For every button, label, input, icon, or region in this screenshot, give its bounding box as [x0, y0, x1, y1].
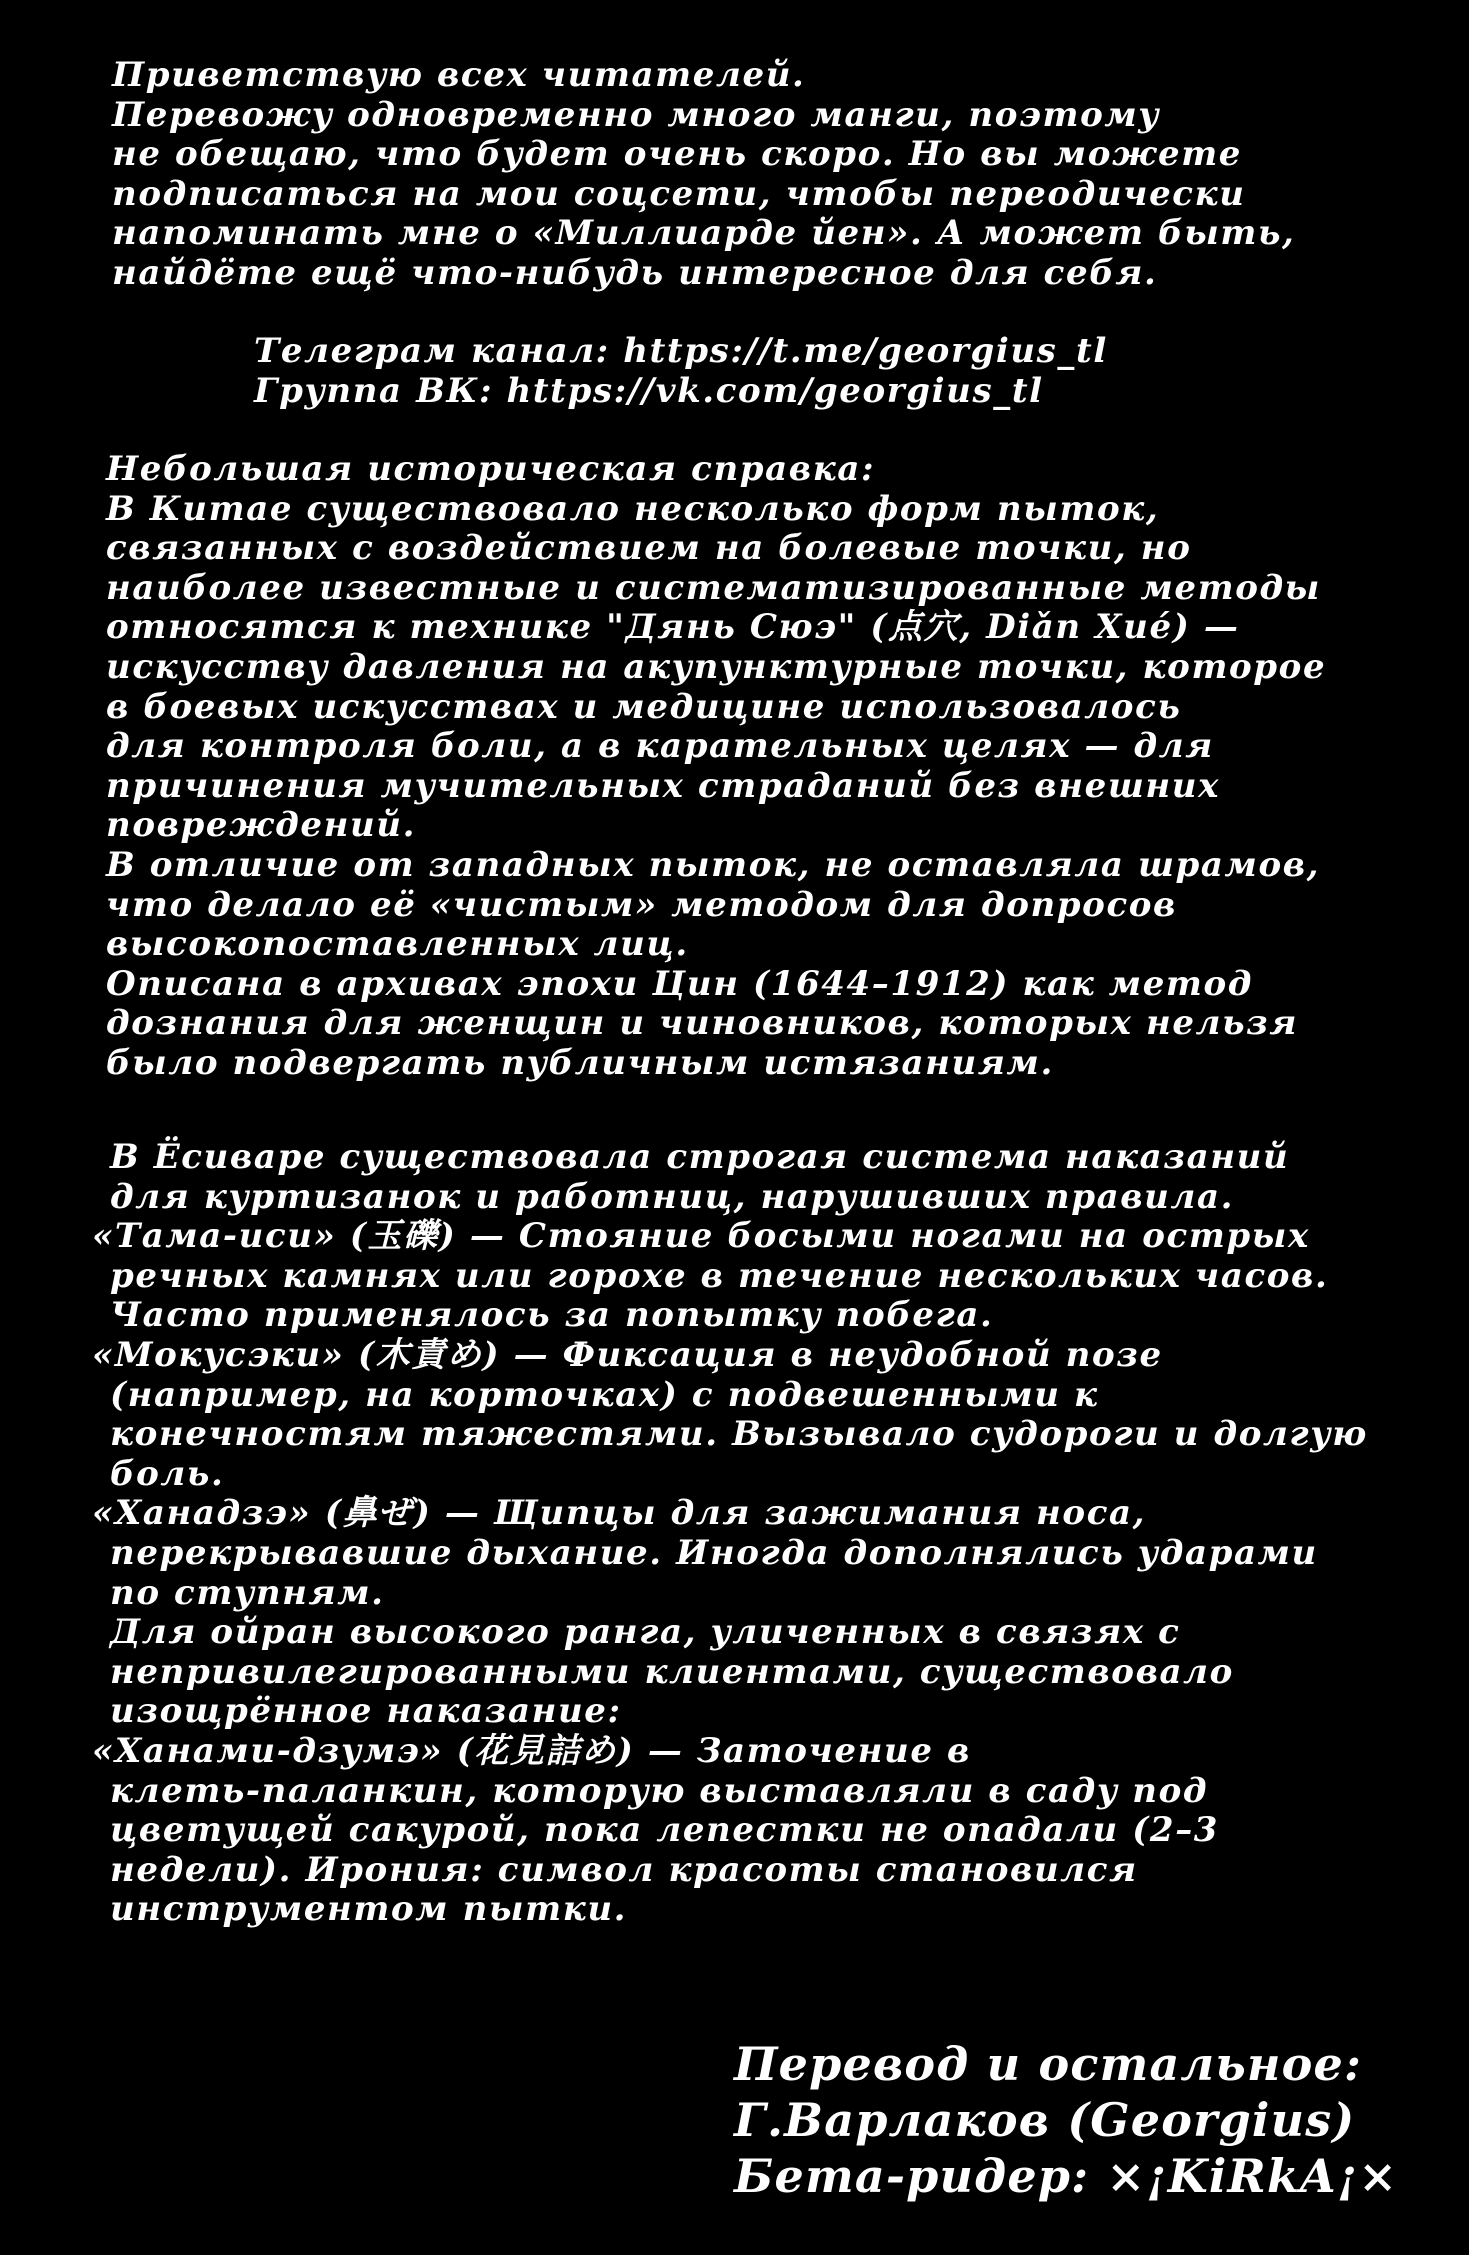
greeting-line: Приветствую всех читателей.	[112, 55, 806, 95]
greeting-paragraph	[112, 56, 1295, 294]
yoshiwara-line: по ступням.	[110, 1572, 385, 1613]
yoshiwara-line: боль.	[110, 1453, 225, 1494]
yoshiwara-line: речных камнях или горохе в течение нескольких часов.	[110, 1255, 1329, 1296]
yoshiwara-line: непривилегированными клиентами, существовало	[110, 1651, 1234, 1692]
history-line: Небольшая историческая справка:	[106, 449, 876, 489]
yoshiwara-line: «Тама-иси» (玉礫) — Стояние босыми ногами на острых	[92, 1216, 1310, 1257]
historical-note	[106, 450, 1326, 1084]
yoshiwara-line: клеть-паланкин, которую выставляли в саду под	[110, 1770, 1209, 1811]
history-line: что делало её «чистым» методом для допросов	[106, 884, 1177, 925]
history-line: В отличие от западных пыток, не оставляла шрамов,	[106, 844, 1321, 885]
yoshiwara-line: Для ойран высокого ранга, уличенных в связях с	[110, 1612, 1181, 1653]
history-line: дознания для женщин и чиновников, которых нельзя	[106, 1003, 1299, 1044]
history-line: в боевых искусствах и медицине использовалось	[106, 686, 1182, 727]
history-line: причинения мучительных страданий без внешних	[106, 765, 1220, 806]
yoshiwara-line: инструментом пытки.	[110, 1889, 628, 1930]
history-line: для контроля боли, а в карательных целях — для	[106, 726, 1214, 767]
telegram-channel-link[interactable]: Телеграм канал: https://t.me/georgius_tl	[254, 331, 1108, 371]
yoshiwara-line: «Ханами-дзумэ» (花見詰め) — Заточение в	[92, 1730, 971, 1771]
history-line: В Китае существовало несколько форм пыток,	[106, 488, 1160, 529]
history-line: повреждений.	[106, 805, 417, 846]
greeting-line: не обещаю, что будет очень скоро. Но вы можете	[112, 134, 1243, 175]
yoshiwara-line: недели). Ирония: символ красоты становился	[110, 1849, 1138, 1890]
vk-group-link[interactable]: Группа ВК: https://vk.com/georgius_tl	[254, 370, 1044, 411]
history-line: наиболее известные и систематизированные методы	[106, 567, 1321, 608]
greeting-line: Перевожу одновременно много манги, поэтому	[112, 94, 1161, 135]
history-line: связанных с воздействием на болевые точки, но	[106, 528, 1192, 569]
yoshiwara-line: «Ханадзэ» (鼻ぜ) — Щипцы для зажимания носа,	[92, 1493, 1147, 1534]
yoshiwara-line: В Ёсиваре существовала строгая система наказаний	[110, 1137, 1290, 1177]
greeting-line: подписаться на мои соцсети, чтобы переодически	[112, 173, 1246, 214]
yoshiwara-line: «Мокусэки» (木責め) — Фиксация в неудобной позе	[92, 1334, 1163, 1375]
beta-reader-credit: Бета-ридер: ×¡KiRkA¡×	[734, 2149, 1399, 2203]
greeting-line: напоминать мне о «Миллиарде йен». А может быть,	[112, 213, 1296, 254]
yoshiwara-line: для куртизанок и работниц, нарушивших правила.	[110, 1176, 1235, 1217]
yoshiwara-line: перекрывавшие дыхание. Иногда дополнялись ударами	[110, 1532, 1318, 1573]
credits	[734, 2036, 1398, 2204]
yoshiwara-line: цветущей сакурой, пока лепестки не опадали (2–3	[110, 1810, 1220, 1851]
translator-credit: Г.Варлаков (Georgius)	[734, 2093, 1356, 2147]
history-line: Описана в архивах эпохи Цин (1644–1912) как метод	[106, 963, 1254, 1004]
yoshiwara-line: Часто применялось за попытку побега.	[110, 1295, 994, 1336]
credits-heading: Перевод и остальное:	[734, 2037, 1363, 2091]
social-links	[254, 332, 1108, 411]
yoshiwara-punishments	[92, 1138, 1368, 1930]
yoshiwara-line: изощрённое наказание:	[110, 1691, 622, 1732]
yoshiwara-line: конечностям тяжестями. Вызывало судороги и долгую	[110, 1414, 1368, 1455]
history-line: было подвергать публичным истязаниям.	[106, 1042, 1054, 1083]
history-line: высокопоставленных лиц.	[106, 924, 689, 965]
greeting-line: найдёте ещё что-нибудь интересное для себя.	[112, 252, 1158, 293]
history-line: искусству давления на акупунктурные точки, которое	[106, 646, 1327, 687]
history-line: относятся к технике "Дянь Сюэ" (点穴, Diǎn Xué) —	[106, 607, 1240, 648]
yoshiwara-line: (например, на корточках) с подвешенными к	[110, 1374, 1099, 1415]
